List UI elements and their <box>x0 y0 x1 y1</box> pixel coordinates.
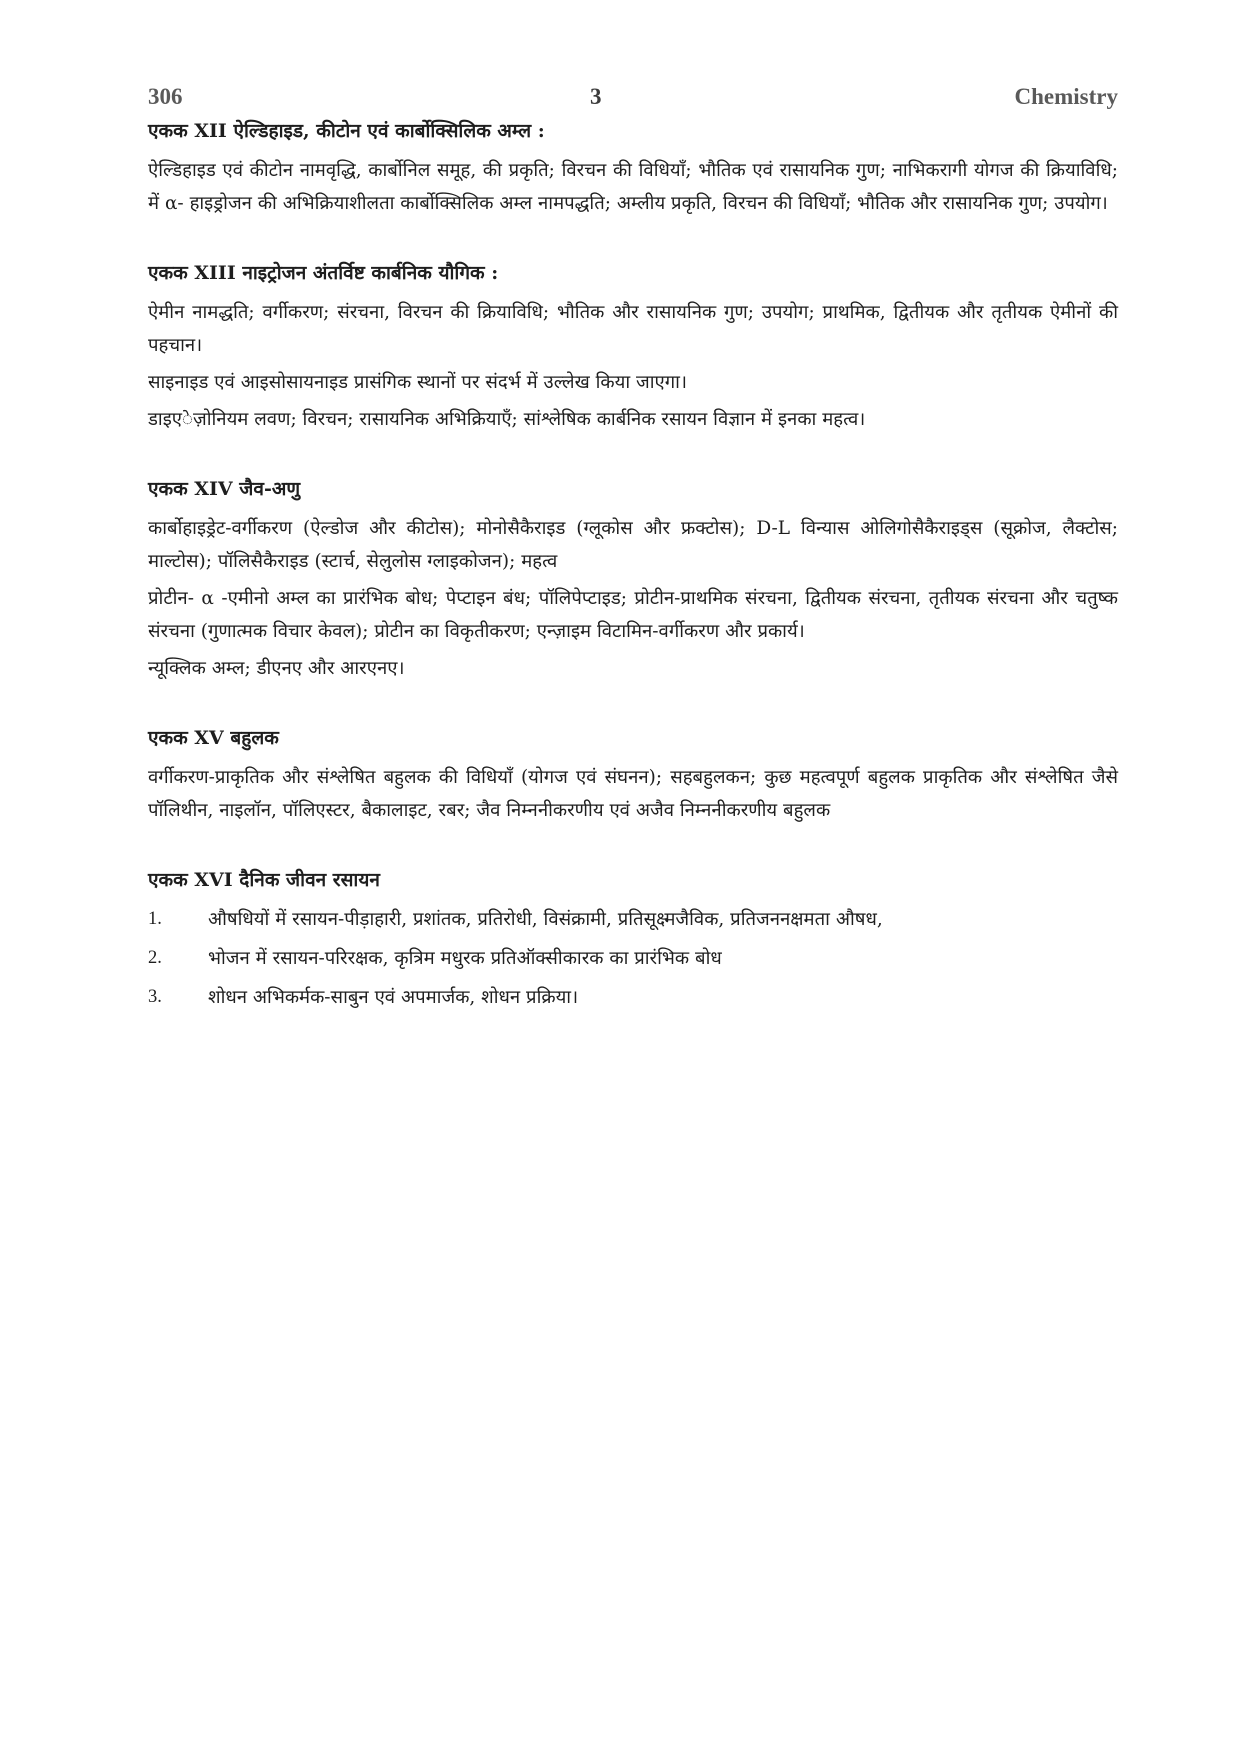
list-number: 2. <box>148 948 162 968</box>
list-item <box>148 942 1118 975</box>
unit-paragraph: कार्बोहाइड्रेट-वर्गीकरण (ऐल्डोज और कीटोस); मोनोसैकैराइड (ग्लूकोस और फ्रक्टोस); D-L विन्यास ओलिगोसैकैराइड्स (सूक्रोज, लैक्टोस; माल्टोस); पॉलिसैकैराइड (स्टार्च, सेलुलोस ग्लाइकोजन); महत्व <box>148 518 1118 572</box>
unit-xv <box>148 725 1118 827</box>
unit-title: एकक XVI दैनिक जीवन रसायन <box>148 869 380 891</box>
unit-xvi <box>148 867 1118 1014</box>
list-item <box>148 903 1118 936</box>
unit-title: एकक XIV जैव-अणु <box>148 478 301 500</box>
unit-paragraph: ऐमीन नामद्धति; वर्गीकरण; संरचना, विरचन की क्रियाविधि; भौतिक और रासायनिक गुण; उपयोग; प्राथमिक, द्वितीयक और तृतीयक ऐमीनों की पहचान। <box>148 302 1118 356</box>
center-number: 3 <box>590 84 602 109</box>
unit-paragraph: प्रोटीन- α -एमीनो अम्ल का प्रारंभिक बोध; पेप्टाइन बंध; पॉलिपेप्टाइड; प्रोटीन-प्राथमिक संरचना, द्वितीयक संरचना, तृतीयक संरचना और चतुष्क संरचना (गुणात्मक विचार केवल); प्रोटीन का विकृतीकरण; एन्ज़ाइम विटामिन-वर्गीकरण और प्रकार्य। <box>148 588 1118 642</box>
unit-title: एकक XIII नाइट्रोजन अंतर्विष्ट कार्बनिक यौगिक : <box>148 262 499 284</box>
unit-paragraph: डाइएेज़ोनियम लवण; विरचन; रासायनिक अभिक्रियाएँ; सांश्लेषिक कार्बनिक रसायन विज्ञान में इनका महत्व। <box>148 409 866 430</box>
page-header <box>148 84 1118 118</box>
unit-xiv <box>148 476 1118 685</box>
unit-paragraph: वर्गीकरण-प्राकृतिक और संश्लेषित बहुलक की विधियाँ (योगज एवं संघनन); सहबहुलकन; कुछ महत्वपूर्ण बहुलक प्राकृतिक और संश्लेषित जैसे पॉलिथीन, नाइलॉन, पॉलिएस्टर, बैकालाइट, रबर; जैव निम्ननीकरणीय एवं अजैव निम्ननीकरणीय बहुलक <box>148 767 1118 821</box>
subject-title: Chemistry <box>1014 84 1118 109</box>
unit-xiii <box>148 260 1118 436</box>
list-text: शोधन अभिकर्मक-साबुन एवं अपमार्जक, शोधन प्रक्रिया। <box>208 987 579 1008</box>
unit-paragraph: साइनाइड एवं आइसोसायनाइड प्रासंगिक स्थानों पर संदर्भ में उल्लेख किया जाएगा। <box>148 372 687 393</box>
unit-xii <box>148 118 1118 220</box>
document-page <box>148 84 1118 1020</box>
unit-title: एकक XII ऐल्डिहाइड, कीटोन एवं कार्बोक्सिलिक अम्ल : <box>148 120 545 142</box>
list-item <box>148 981 1118 1014</box>
list-text: औषधियों में रसायन-पीड़ाहारी, प्रशांतक, प्रतिरोधी, विसंक्रामी, प्रतिसूक्ष्मजैविक, प्रतिजननक्षमता औषध, <box>208 909 883 930</box>
unit-paragraph: न्यूक्लिक अम्ल; डीएनए और आरएनए। <box>148 658 405 679</box>
unit-title: एकक XV बहुलक <box>148 727 279 749</box>
list-number: 1. <box>148 909 162 929</box>
unit-paragraph: ऐल्डिहाइड एवं कीटोन नामवृद्धि, कार्बोनिल समूह, की प्रकृति; विरचन की विधियाँ; भौतिक एवं रासायनिक गुण; नाभिकरागी योगज की क्रियाविधि; में α- हाइड्रोजन की अभिक्रियाशीलता कार्बोक्सिलिक अम्ल नामपद्धति; अम्लीय प्रकृति, विरचन की विधियाँ; भौतिक और रासायनिक गुण; उपयोग। <box>148 160 1118 214</box>
page-number: 306 <box>148 84 183 109</box>
list-text: भोजन में रसायन-परिरक्षक, कृत्रिम मधुरक प्रतिऑक्सीकारक का प्रारंभिक बोध <box>208 948 722 969</box>
list-number: 3. <box>148 987 162 1007</box>
